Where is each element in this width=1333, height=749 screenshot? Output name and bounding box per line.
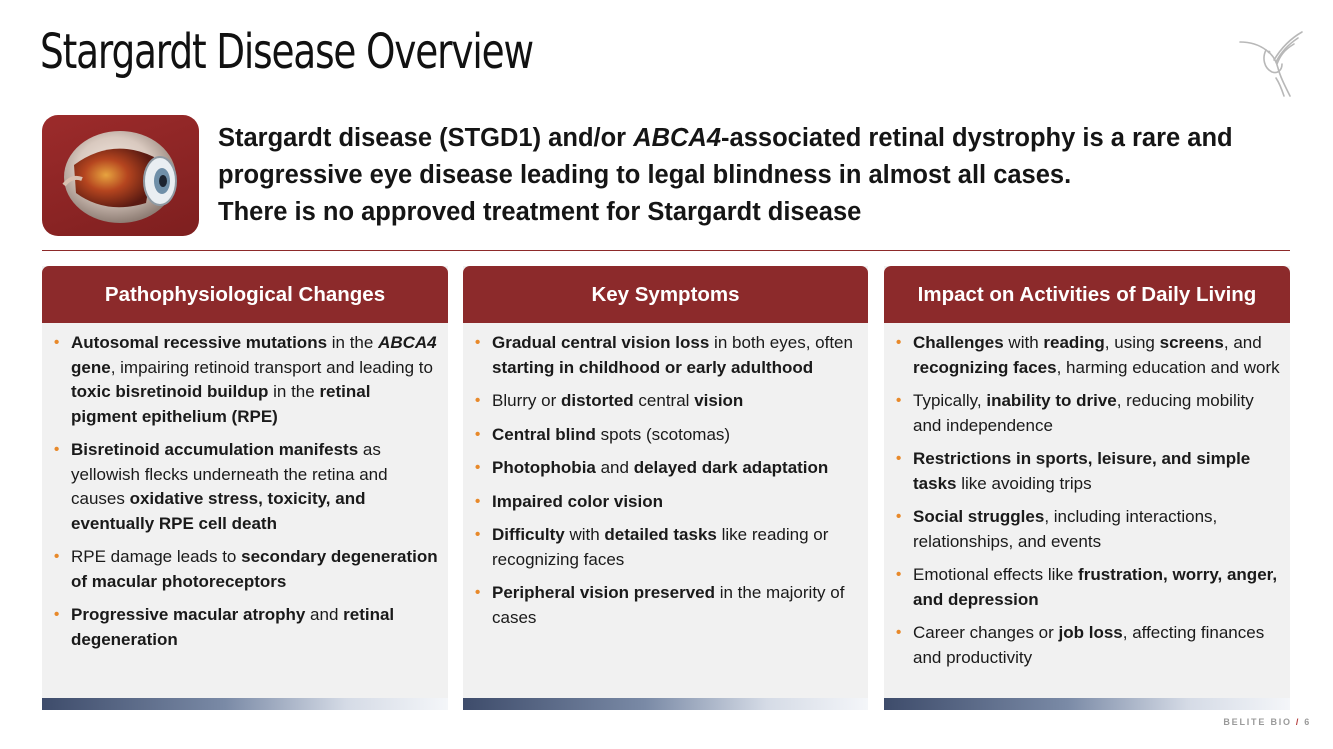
bullet-text: in the majority of cases xyxy=(492,583,845,627)
bullet-text: Challenges xyxy=(913,333,1004,352)
bullet-text: Typically, xyxy=(913,391,987,410)
bullet-text: Photophobia xyxy=(492,458,596,477)
bullet-text: toxic bisretinoid buildup xyxy=(71,382,269,401)
bullet-item xyxy=(896,389,1280,438)
bullet-item xyxy=(475,523,858,572)
bullet-text: retinal degeneration xyxy=(71,605,395,649)
bullet-list xyxy=(54,331,438,652)
bullet-item xyxy=(54,603,438,652)
bullet-text: spots (scotomas) xyxy=(595,424,731,444)
slide-footer xyxy=(1223,717,1311,727)
bullet-text: and xyxy=(595,458,634,477)
bullet-text: vision xyxy=(694,391,744,410)
bullet-text: Career changes or xyxy=(913,623,1059,642)
bullet-item xyxy=(54,331,438,429)
bullet-text: oxidative stress, toxicity, and eventually RPE cell death xyxy=(71,489,366,533)
column-pathophysiology xyxy=(42,266,448,710)
gradient-bar xyxy=(463,698,868,710)
eye-anatomy-icon xyxy=(42,115,199,236)
bullet-text: , reducing mobility and independence xyxy=(913,391,1254,435)
bullet-text: inability to drive xyxy=(986,391,1117,410)
bullet-text: starting in childhood or early adulthood xyxy=(492,357,814,377)
bullet-text: gene xyxy=(71,357,111,377)
bullet-text: Bisretinoid accumulation manifests xyxy=(71,440,359,459)
bullet-text: Central blind xyxy=(492,424,596,444)
bullet-list xyxy=(896,331,1280,670)
bullet-text: frustration, worry, anger, and depression xyxy=(913,565,1278,609)
bullet-text: detailed tasks xyxy=(604,525,717,544)
page-number: 6 xyxy=(1304,717,1311,727)
bullet-item xyxy=(896,331,1280,380)
bullet-list xyxy=(475,331,858,630)
footer-separator: / xyxy=(1295,717,1301,727)
eye-image xyxy=(42,115,199,236)
bullet-text: , including interactions, relationships, and events xyxy=(913,507,1218,551)
bullet-item xyxy=(475,490,858,515)
bullet-text: like avoiding trips xyxy=(956,473,1092,493)
bullet-text: delayed dark adaptation xyxy=(633,458,829,477)
bullet-text: distorted xyxy=(560,391,634,410)
bullet-text: , using xyxy=(1104,333,1160,352)
bullet-text: secondary degeneration of macular photoreceptors xyxy=(71,547,438,591)
bullet-item xyxy=(896,563,1280,612)
column-daily-living-impact xyxy=(884,266,1290,710)
intro-statement: Stargardt disease (STGD1) and/or ABCA4-associated retinal dystrophy is a rare and progressive eye disease leading to legal blindness in almost all cases. There is no approved treatment for Stargardt disease xyxy=(218,124,1233,226)
column-key-symptoms xyxy=(463,266,868,710)
bullet-item xyxy=(475,423,858,448)
bullet-text: , and xyxy=(1223,333,1262,352)
bullet-text: Social struggles xyxy=(913,507,1045,526)
bullet-item xyxy=(475,331,858,380)
bullet-text: Progressive macular atrophy xyxy=(71,605,306,624)
bullet-text: in the xyxy=(327,333,379,352)
bullet-item xyxy=(54,438,438,536)
bullet-item xyxy=(475,581,858,630)
column-header: Pathophysiological Changes xyxy=(42,266,448,323)
hummingbird-logo-icon xyxy=(1236,28,1308,100)
bullet-text: screens xyxy=(1159,333,1224,352)
bullet-text: as yellowish flecks underneath the retina and causes xyxy=(71,440,388,508)
bullet-text: ABCA4 xyxy=(378,333,437,352)
bullet-text: Autosomal recessive mutations xyxy=(71,333,328,352)
bullet-item xyxy=(896,447,1280,496)
bullet-item xyxy=(475,456,858,481)
bullet-text: reading xyxy=(1043,333,1105,352)
bullet-text: in the xyxy=(268,382,320,401)
bullet-text: job loss xyxy=(1058,623,1123,642)
bullet-item xyxy=(896,505,1280,554)
bullet-text: , harming education and work xyxy=(1056,357,1280,377)
footer-brand: BELITE BIO xyxy=(1223,717,1292,727)
bullet-text: in both eyes, often xyxy=(709,333,853,352)
bullet-text: with xyxy=(564,525,605,544)
bullet-text: , impairing retinoid transport and leading to xyxy=(110,357,433,377)
column-header: Impact on Activities of Daily Living xyxy=(884,266,1290,323)
gradient-bar xyxy=(42,698,448,710)
bullet-text: Restrictions in sports, leisure, and simple tasks xyxy=(913,449,1251,493)
bullet-text: , affecting finances and productivity xyxy=(913,623,1265,667)
bullet-text: Peripheral vision preserved xyxy=(492,583,715,602)
column-header: Key Symptoms xyxy=(463,266,868,323)
bullet-item xyxy=(475,389,858,414)
bullet-text: recognizing faces xyxy=(913,357,1057,377)
bullet-item xyxy=(896,621,1280,670)
bullet-text: and xyxy=(305,605,344,624)
bullet-text: with xyxy=(1003,333,1044,352)
divider xyxy=(42,250,1290,251)
bullet-item xyxy=(54,545,438,594)
bullet-text: Emotional effects like xyxy=(913,565,1079,584)
bullet-text: RPE damage leads to xyxy=(71,547,242,566)
page-title: Stargardt Disease Overview xyxy=(40,24,533,80)
gradient-bar xyxy=(884,698,1290,710)
bullet-text: like reading or recognizing faces xyxy=(492,525,829,569)
bullet-text: central xyxy=(633,391,695,410)
bullet-text: retinal pigment epithelium (RPE) xyxy=(71,382,371,426)
bullet-text: Difficulty xyxy=(492,525,565,544)
bullet-text: Gradual central vision loss xyxy=(492,333,710,352)
bullet-text: Blurry or xyxy=(492,391,561,410)
bullet-text: Impaired color vision xyxy=(492,491,663,511)
